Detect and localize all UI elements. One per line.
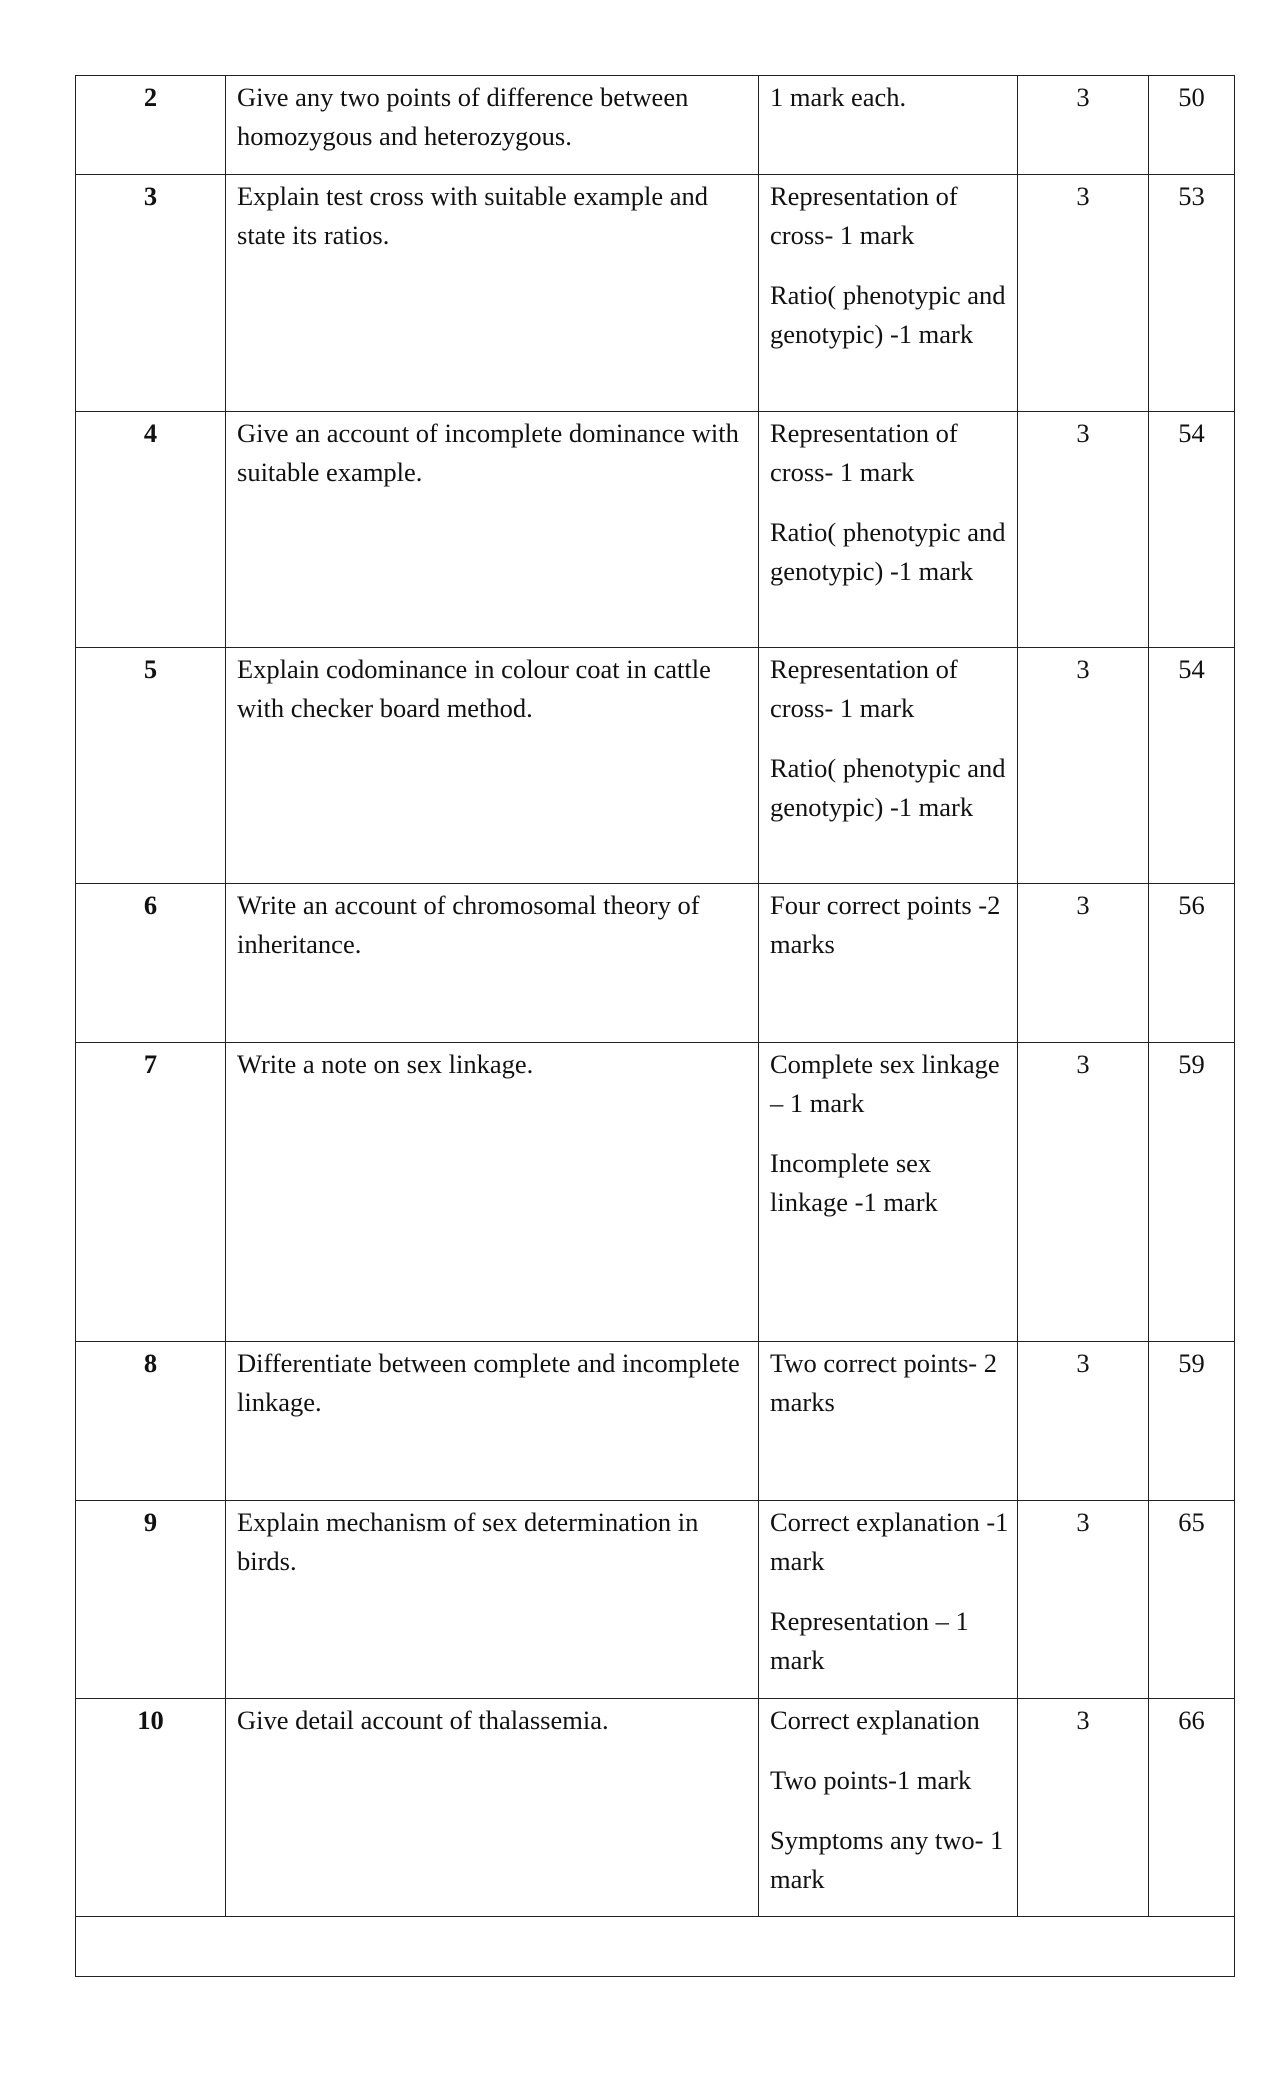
marking-line: 1 mark each. (770, 82, 907, 112)
table-row (76, 1699, 1235, 1917)
page-reference: 50 (1149, 76, 1235, 175)
question-text: Explain codominance in colour coat in cattle with checker board method. (226, 648, 759, 884)
marking-line: Ratio( phenotypic and genotypic) -1 mark (770, 517, 1006, 586)
marking-line: Ratio( phenotypic and genotypic) -1 mark (770, 280, 1006, 349)
page-reference: 59 (1149, 1043, 1235, 1342)
marking-scheme (759, 76, 1018, 175)
question-table-body (76, 76, 1235, 1977)
table-row (76, 76, 1235, 175)
marks-value: 3 (1018, 412, 1149, 648)
marking-line: Correct explanation (770, 1705, 980, 1735)
marking-scheme (759, 648, 1018, 884)
table-row (76, 884, 1235, 1043)
table-row (76, 1501, 1235, 1699)
marking-scheme (759, 1342, 1018, 1501)
table-row (76, 175, 1235, 412)
question-number: 4 (76, 412, 226, 648)
marks-value: 3 (1018, 1501, 1149, 1699)
marking-line: Representation of cross- 1 mark (770, 418, 958, 487)
marks-value: 3 (1018, 175, 1149, 412)
marking-line: Representation of cross- 1 mark (770, 181, 958, 250)
marking-scheme (759, 884, 1018, 1043)
question-number: 3 (76, 175, 226, 412)
table-row (76, 1043, 1235, 1342)
question-number: 5 (76, 648, 226, 884)
table-row (76, 648, 1235, 884)
question-number: 2 (76, 76, 226, 175)
marking-line: Correct explanation -1 mark (770, 1507, 1009, 1576)
marking-line: Complete sex linkage – 1 mark (770, 1049, 1000, 1118)
page-reference: 65 (1149, 1501, 1235, 1699)
page-reference: 56 (1149, 884, 1235, 1043)
question-number: 7 (76, 1043, 226, 1342)
marks-value: 3 (1018, 1699, 1149, 1917)
marking-scheme (759, 1501, 1018, 1699)
marking-line: Symptoms any two- 1 mark (770, 1825, 1004, 1894)
marks-value: 3 (1018, 76, 1149, 175)
question-number: 9 (76, 1501, 226, 1699)
question-text: Write a note on sex linkage. (226, 1043, 759, 1342)
marking-line: Two points-1 mark (770, 1765, 972, 1795)
marking-scheme (759, 412, 1018, 648)
question-table (75, 75, 1235, 1977)
marking-line: Ratio( phenotypic and genotypic) -1 mark (770, 753, 1006, 822)
marking-line: Incomplete sex linkage -1 mark (770, 1148, 938, 1217)
page-reference: 66 (1149, 1699, 1235, 1917)
question-text: Give any two points of difference between homozygous and heterozygous. (226, 76, 759, 175)
marking-line: Four correct points -2 marks (770, 890, 1001, 959)
question-number: 8 (76, 1342, 226, 1501)
marking-line: Representation – 1 mark (770, 1606, 969, 1675)
marking-line: Two correct points- 2 marks (770, 1348, 998, 1417)
question-text: Explain mechanism of sex determination in birds. (226, 1501, 759, 1699)
marking-scheme (759, 175, 1018, 412)
marks-value: 3 (1018, 648, 1149, 884)
table-row (76, 412, 1235, 648)
marks-value: 3 (1018, 1043, 1149, 1342)
question-text: Give detail account of thalassemia. (226, 1699, 759, 1917)
empty-footer-row (76, 1917, 1235, 1977)
page-reference: 53 (1149, 175, 1235, 412)
question-number: 10 (76, 1699, 226, 1917)
page-reference: 54 (1149, 412, 1235, 648)
question-text: Write an account of chromosomal theory of inheritance. (226, 884, 759, 1043)
question-number: 6 (76, 884, 226, 1043)
question-text: Explain test cross with suitable example and state its ratios. (226, 175, 759, 412)
empty-footer-cell (76, 1917, 1235, 1977)
page-reference: 54 (1149, 648, 1235, 884)
marking-scheme (759, 1699, 1018, 1917)
marking-scheme (759, 1043, 1018, 1342)
marking-line: Representation of cross- 1 mark (770, 654, 958, 723)
page-reference: 59 (1149, 1342, 1235, 1501)
marks-value: 3 (1018, 884, 1149, 1043)
marks-value: 3 (1018, 1342, 1149, 1501)
table-row (76, 1342, 1235, 1501)
question-text: Differentiate between complete and incomplete linkage. (226, 1342, 759, 1501)
question-text: Give an account of incomplete dominance with suitable example. (226, 412, 759, 648)
